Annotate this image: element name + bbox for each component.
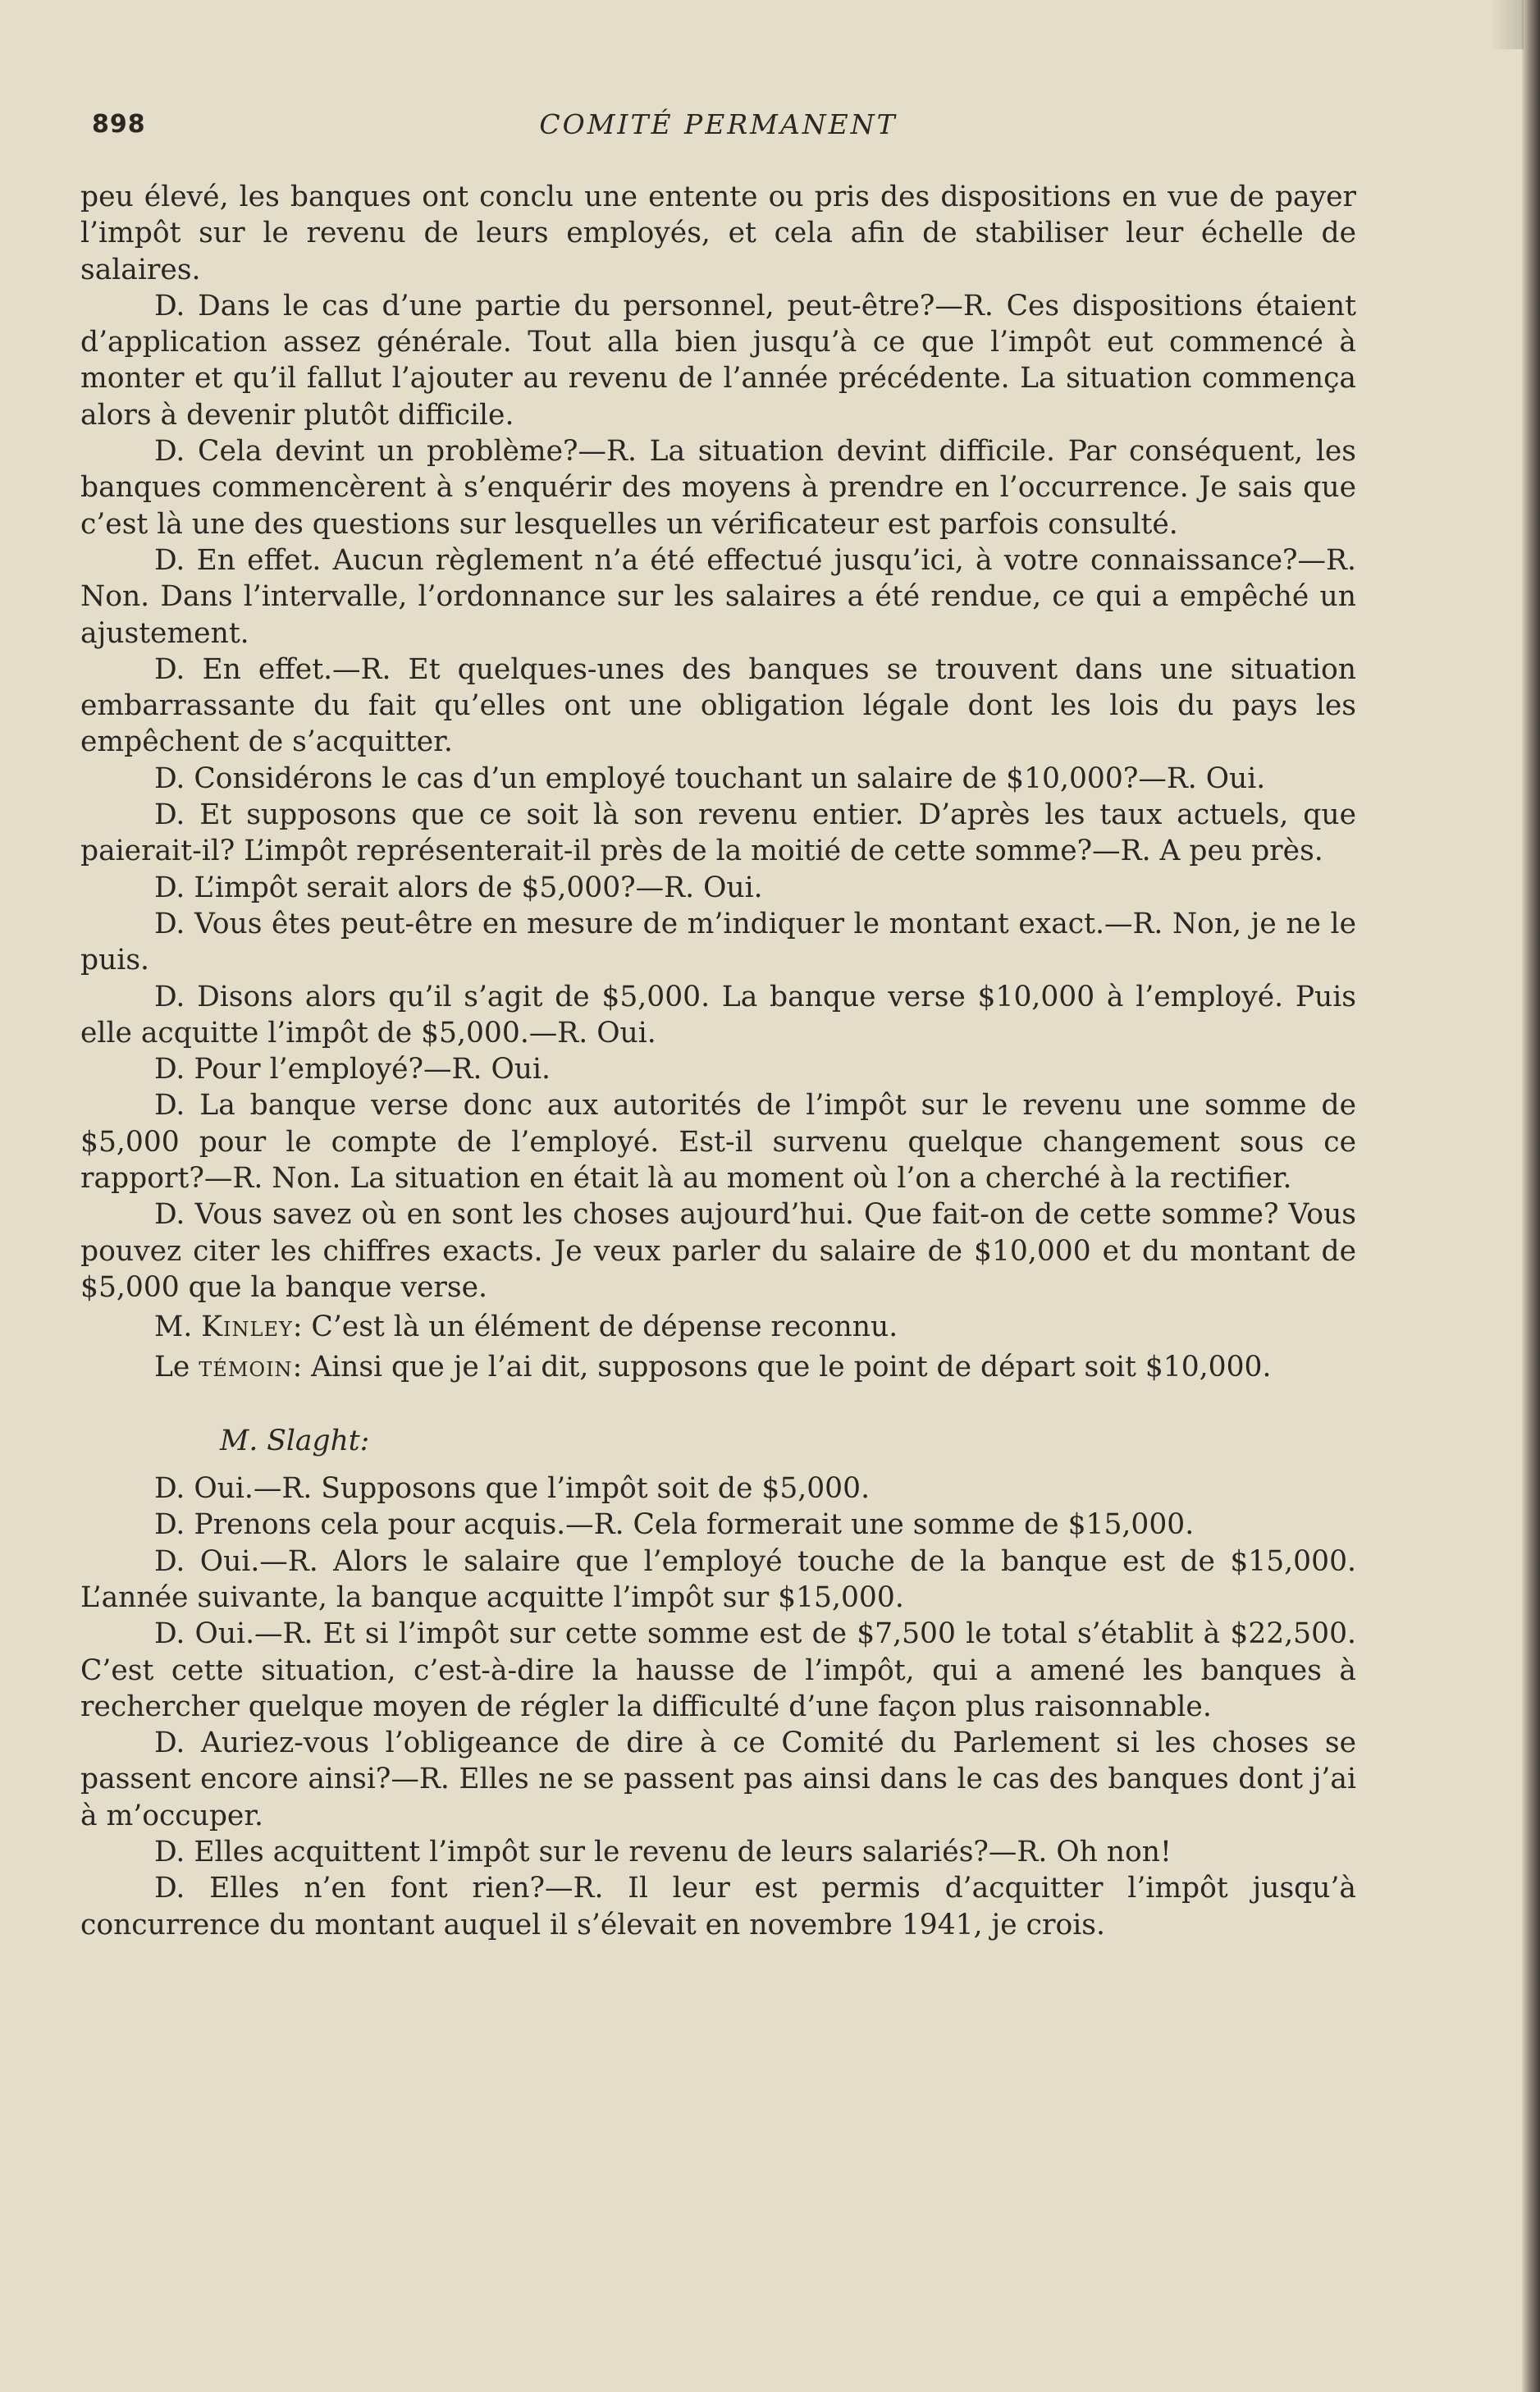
- document-body: [80, 179, 1356, 1943]
- paragraph: D. En effet.—R. Et quelques-unes des banques se trouvent dans une situation embarrassante du fait qu’elles ont une obligation légale dont les lois du pays les empêchent de s’acquitter.: [80, 652, 1356, 759]
- witness-text: : Ainsi que je l’ai dit, supposons que le point de départ soit $10,000.: [292, 1350, 1272, 1384]
- paragraph: D. Oui.—R. Et si l’impôt sur cette somme est de $7,500 le total s’établit à $22,500. C’est cette situation, c’est-à-dire la hausse de l’impôt, qui a amené les banques à rechercher quelque moyen de régler la difficulté d’une façon plus raisonnable.: [80, 1617, 1356, 1723]
- paragraph: peu élevé, les banques ont conclu une entente ou pris des dispositions en vue de payer l’impôt sur le revenu de leurs employés, et cela afin de stabiliser leur échelle de salaires.: [80, 181, 1356, 286]
- page-binding-edge: [1522, 0, 1540, 2392]
- page-number: 898: [92, 110, 146, 139]
- witness-name: témoin: [199, 1350, 293, 1384]
- page-shadow: [1491, 0, 1524, 49]
- paragraph: D. Cela devint un problème?—R. La situation devint difficile. Par conséquent, les banques commencèrent à s’enquérir des moyens à prendre en l’occurrence. Je sais que c’est là une des questions sur lesquelles un vérificateur est parfois consulté.: [80, 435, 1356, 541]
- paragraph: D. Prenons cela pour acquis.—R. Cela formerait une somme de $15,000.: [154, 1508, 1195, 1542]
- paragraph: D. Pour l’employé?—R. Oui.: [154, 1053, 551, 1086]
- paragraph: D. Vous êtes peut-être en mesure de m’indiquer le montant exact.—R. Non, je ne le puis.: [80, 907, 1356, 977]
- paragraph: D. La banque verse donc aux autorités de l’impôt sur le revenu une somme de $5,000 pour le compte de l’employé. Est-il survenu quelque changement sous ce rapport?—R. Non. La situation en était là au moment où l’on a cherché à la rectifier.: [80, 1089, 1356, 1196]
- paragraph: D. Et supposons que ce soit là son revenu entier. D’après les taux actuels, que paierait-il? L’impôt représenterait-il près de la moitié de cette somme?—R. A peu près.: [80, 798, 1356, 868]
- witness-statement: [80, 1349, 1356, 1385]
- running-title: COMITÉ PERMANENT: [539, 108, 898, 140]
- paragraph: D. Oui.—R. Alors le salaire que l’employé touche de la banque est de $15,000. L’année suivante, la banque acquitte l’impôt sur $15,000.: [80, 1544, 1356, 1614]
- paragraph: D. Considérons le cas d’un employé touchant un salaire de $10,000?—R. Oui.: [154, 762, 1266, 795]
- paragraph: D. Oui.—R. Supposons que l’impôt soit de $5,000.: [154, 1472, 871, 1506]
- paragraph: D. En effet. Aucun règlement n’a été effectué jusqu’ici, à votre connaissance?—R. Non. Dans l’intervalle, l’ordonnance sur les salaires a été rendue, ce qui a empêché un ajustement.: [80, 543, 1356, 650]
- paragraph: D. Vous savez où en sont les choses aujourd’hui. Que fait-on de cette somme? Vous pouvez citer les chiffres exacts. Je veux parler du salaire de $10,000 et du montant de $5,000 que la banque verse.: [80, 1198, 1356, 1304]
- page-content: [80, 108, 1356, 1943]
- kinley-name: Kinley: [201, 1310, 293, 1344]
- page-header: [80, 108, 1356, 158]
- speaker-heading: M. Slaght:: [220, 1424, 370, 1457]
- paragraph: D. L’impôt serait alors de $5,000?—R. Oui.: [154, 871, 763, 904]
- paragraph: D. Auriez-vous l’obligeance de dire à ce Comité du Parlement si les choses se passent encore ainsi?—R. Elles ne se passent pas ainsi dans le cas des banques dont j’ai à m’occuper.: [80, 1727, 1356, 1832]
- paragraph: D. Elles acquittent l’impôt sur le revenu de leurs salariés?—R. Oh non!: [154, 1836, 1172, 1869]
- paragraph: D. Disons alors qu’il s’agit de $5,000. La banque verse $10,000 à l’employé. Puis elle acquitte l’impôt de $5,000.—R. Oui.: [80, 980, 1356, 1050]
- paragraph: D. Elles n’en font rien?—R. Il leur est permis d’acquitter l’impôt jusqu’à concurrence du montant auquel il s’élevait en novembre 1941, je crois.: [80, 1872, 1356, 1941]
- kinley-statement: [80, 1309, 1356, 1345]
- witness-prefix: Le: [154, 1350, 199, 1384]
- paragraph: D. Dans le cas d’une partie du personnel, peut-être?—R. Ces dispositions étaient d’application assez générale. Tout alla bien jusqu’à ce que l’impôt eut commencé à monter et qu’il fallut l’ajouter au revenu de l’année précédente. La situation commença alors à devenir plutôt difficile.: [80, 289, 1356, 432]
- kinley-prefix: M.: [154, 1310, 202, 1344]
- kinley-text: : C’est là un élément de dépense reconnu.: [292, 1310, 898, 1344]
